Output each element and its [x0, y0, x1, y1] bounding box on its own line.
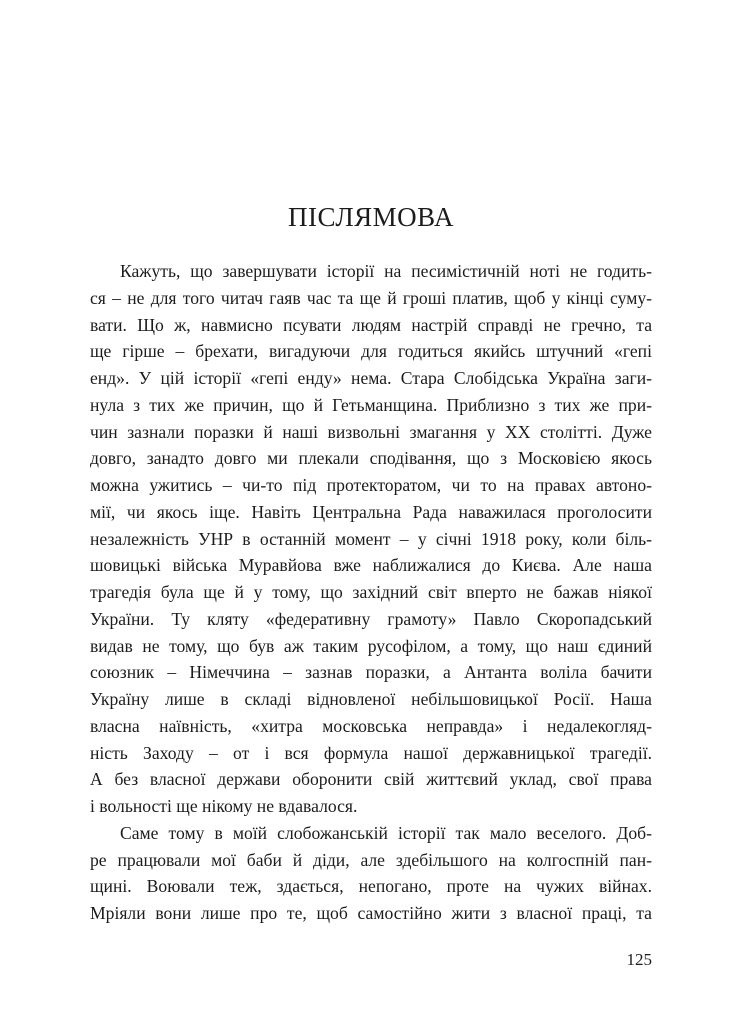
text-line: ся – не для того читач гаяв час та ще й гроші платив, щоб у кінці суму-: [90, 287, 652, 308]
text-line: нула з тих же причин, що й Гетьманщина. Приблизно з тих же при-: [90, 394, 652, 415]
text-line: А без власної держави оборонити свій життєвий уклад, свої права: [90, 769, 652, 790]
text-line: можна ужитись – чи-то під протекторатом, чи то на правах автоно-: [90, 475, 652, 495]
text-line: незалежність УНР в останній момент – у січні 1918 року, коли біль-: [90, 528, 652, 549]
text-line: вати. Що ж, навмисно псувати людям настрій справді не гречно, та: [90, 314, 652, 335]
text-line: шовицькі війська Муравйова вже наближалися до Києва. Але наша: [90, 555, 652, 576]
text-line: ще гірше – брехати, вигадуючи для годиться якийсь штучний «гепі: [90, 341, 652, 362]
text-line: союзник – Німеччина – зазнав поразки, а Антанта воліла бачити: [90, 662, 652, 683]
paragraph-1: [90, 258, 652, 820]
text-line: Мріяли вони лише про те, щоб самостійно жити з власної праці, та: [90, 903, 652, 923]
text-line: трагедія була ще й у тому, що західний світ вперто не бажав ніякої: [90, 582, 652, 602]
text-line: видав не тому, що був аж таким русофілом, а тому, що наш єдиний: [90, 635, 652, 656]
paragraph-2: [90, 820, 652, 927]
text-line: чин зазнали поразки й наші визвольні змагання у ХХ столітті. Дуже: [90, 421, 652, 442]
text-line: Саме тому в моїй слобожанській історії так мало веселого. Доб-: [120, 822, 652, 843]
text-line: мії, чи якось іще. Навіть Центральна Рада наважилася проголосити: [90, 501, 652, 522]
text-line: енд». У цій історії «гепі енду» нема. Стара Слобідська Україна заги-: [90, 368, 652, 388]
body-text: [90, 258, 652, 927]
text-line: Кажуть, що завершувати історії на песимістичній ноті не годить-: [120, 261, 652, 281]
text-line: України. Ту кляту «федеративну грамоту» Павло Скоропадський: [90, 608, 652, 629]
page-number: 125: [626, 950, 652, 969]
text-line: ре працювали мої баби й діди, але здебільшого на колгоспній пан-: [90, 849, 652, 870]
chapter-title: ПІСЛЯМОВА: [288, 202, 454, 232]
text-line: власна наївність, «хитра московська неправда» і недалекогляд-: [90, 715, 652, 736]
text-line: довго, занадто довго ми плекали сподівання, що з Московією якось: [90, 448, 652, 469]
text-line: ність Заходу – от і вся формула нашої державницької трагедії.: [90, 742, 652, 763]
text-line: щині. Воювали теж, здається, непогано, проте на чужих війнах.: [90, 876, 652, 897]
text-line: і вольності ще нікому не вдавалося.: [90, 796, 358, 816]
text-line: Україну лише в складі відновленої небільшовицької Росії. Наша: [90, 689, 652, 709]
